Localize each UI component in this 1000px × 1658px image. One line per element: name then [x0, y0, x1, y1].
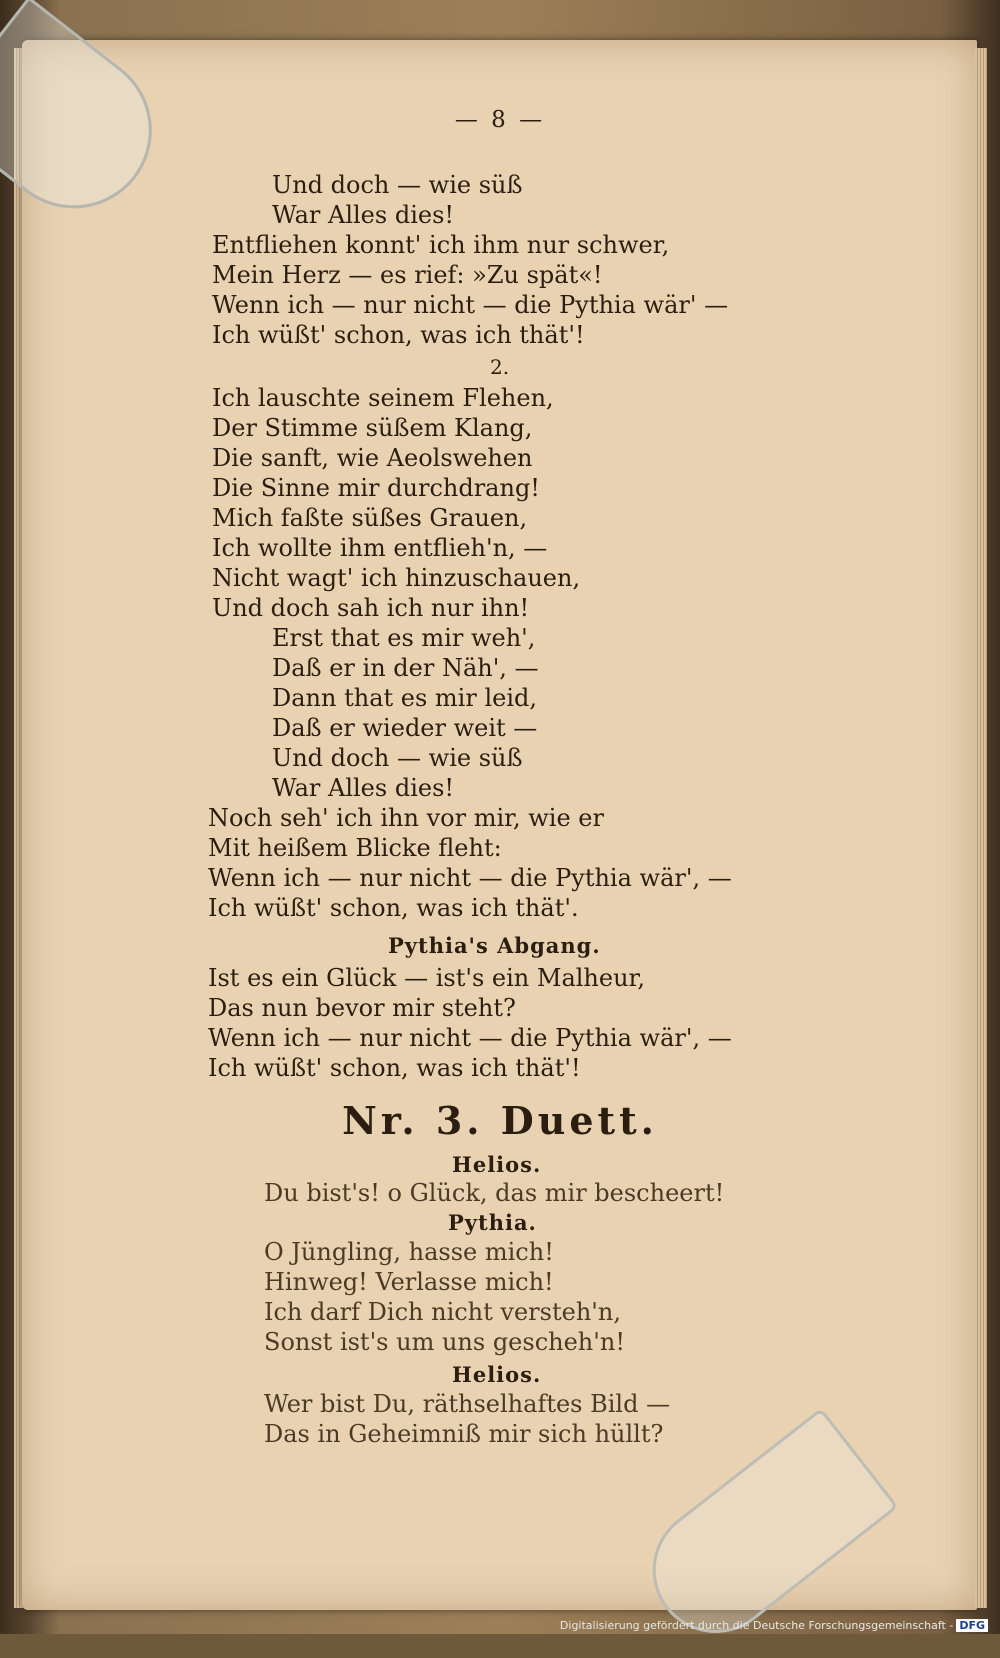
verse-line: War Alles dies!	[272, 201, 455, 229]
verse-line: Ich wüßt' schon, was ich thät'.	[208, 894, 579, 922]
verse-line: Ich wüßt' schon, was ich thät'!	[208, 1054, 581, 1082]
page-number: — 8 —	[454, 107, 546, 133]
verse-line: Erst that es mir weh',	[272, 624, 536, 652]
verse-line: Die Sinne mir durchdrang!	[212, 474, 540, 502]
verse-line: Und doch sah ich nur ihn!	[212, 594, 530, 622]
verse-line: War Alles dies!	[272, 774, 455, 802]
verse-line: Und doch — wie süß	[272, 171, 523, 199]
verse-line: Ich wollte ihm entflieh'n, —	[212, 534, 548, 562]
verse-line: Der Stimme süßem Klang,	[212, 414, 533, 442]
verse-line: Die sanft, wie Aeolswehen	[212, 444, 533, 472]
dialogue-line: Du bist's! o Glück, das mir bescheert!	[264, 1179, 725, 1207]
verse-line: Dann that es mir leid,	[272, 684, 538, 712]
verse-line: Das nun bevor mir steht?	[208, 994, 516, 1022]
speaker-name: Helios.	[452, 1362, 542, 1387]
dialogue-line: Das in Geheimniß mir sich hüllt?	[264, 1420, 664, 1448]
verse-line: Wenn ich — nur nicht — die Pythia wär', —	[208, 1024, 732, 1052]
dialogue-line: O Jüngling, hasse mich!	[264, 1238, 554, 1266]
dialogue-line: Wer bist Du, räthselhaftes Bild —	[264, 1390, 671, 1418]
verse-line: Ich wüßt' schon, was ich thät'!	[212, 321, 585, 349]
verse-line: Und doch — wie süß	[272, 744, 523, 772]
verse-line: Nicht wagt' ich hinzuschauen,	[212, 564, 581, 592]
dfg-logo: DFG	[956, 1619, 988, 1632]
verse-line: Ich lauschte seinem Flehen,	[212, 384, 554, 412]
credit-text: Digitalisierung gefördert durch die Deutsche Forschungsgemeinschaft -	[559, 1619, 954, 1632]
verse-number: 2.	[490, 355, 510, 379]
verse-line: Ist es ein Glück — ist's ein Malheur,	[208, 964, 646, 992]
stage-direction-heading: Pythia's Abgang.	[388, 933, 601, 958]
verse-line: Wenn ich — nur nicht — die Pythia wär', —	[208, 864, 732, 892]
dialogue-line: Hinweg! Verlasse mich!	[264, 1268, 554, 1296]
speaker-name: Pythia.	[448, 1210, 537, 1235]
verse-line: Mich faßte süßes Grauen,	[212, 504, 528, 532]
dialogue-line: Sonst ist's um uns gescheh'n!	[264, 1328, 625, 1356]
speaker-name: Helios.	[452, 1152, 542, 1177]
verse-line: Entfliehen konnt' ich ihm nur schwer,	[212, 231, 670, 259]
verse-line: Mit heißem Blicke fleht:	[208, 834, 502, 862]
verse-line: Noch seh' ich ihn vor mir, wie er	[208, 804, 604, 832]
verse-line: Wenn ich — nur nicht — die Pythia wär' —	[212, 291, 729, 319]
verse-line: Daß er in der Näh', —	[272, 654, 539, 682]
digitization-credit	[560, 1619, 988, 1632]
verse-line: Daß er wieder weit —	[272, 714, 538, 742]
dialogue-line: Ich darf Dich nicht versteh'n,	[264, 1298, 621, 1326]
section-title: Nr. 3. Duett.	[342, 1098, 658, 1143]
verse-line: Mein Herz — es rief: »Zu spät«!	[212, 261, 603, 289]
